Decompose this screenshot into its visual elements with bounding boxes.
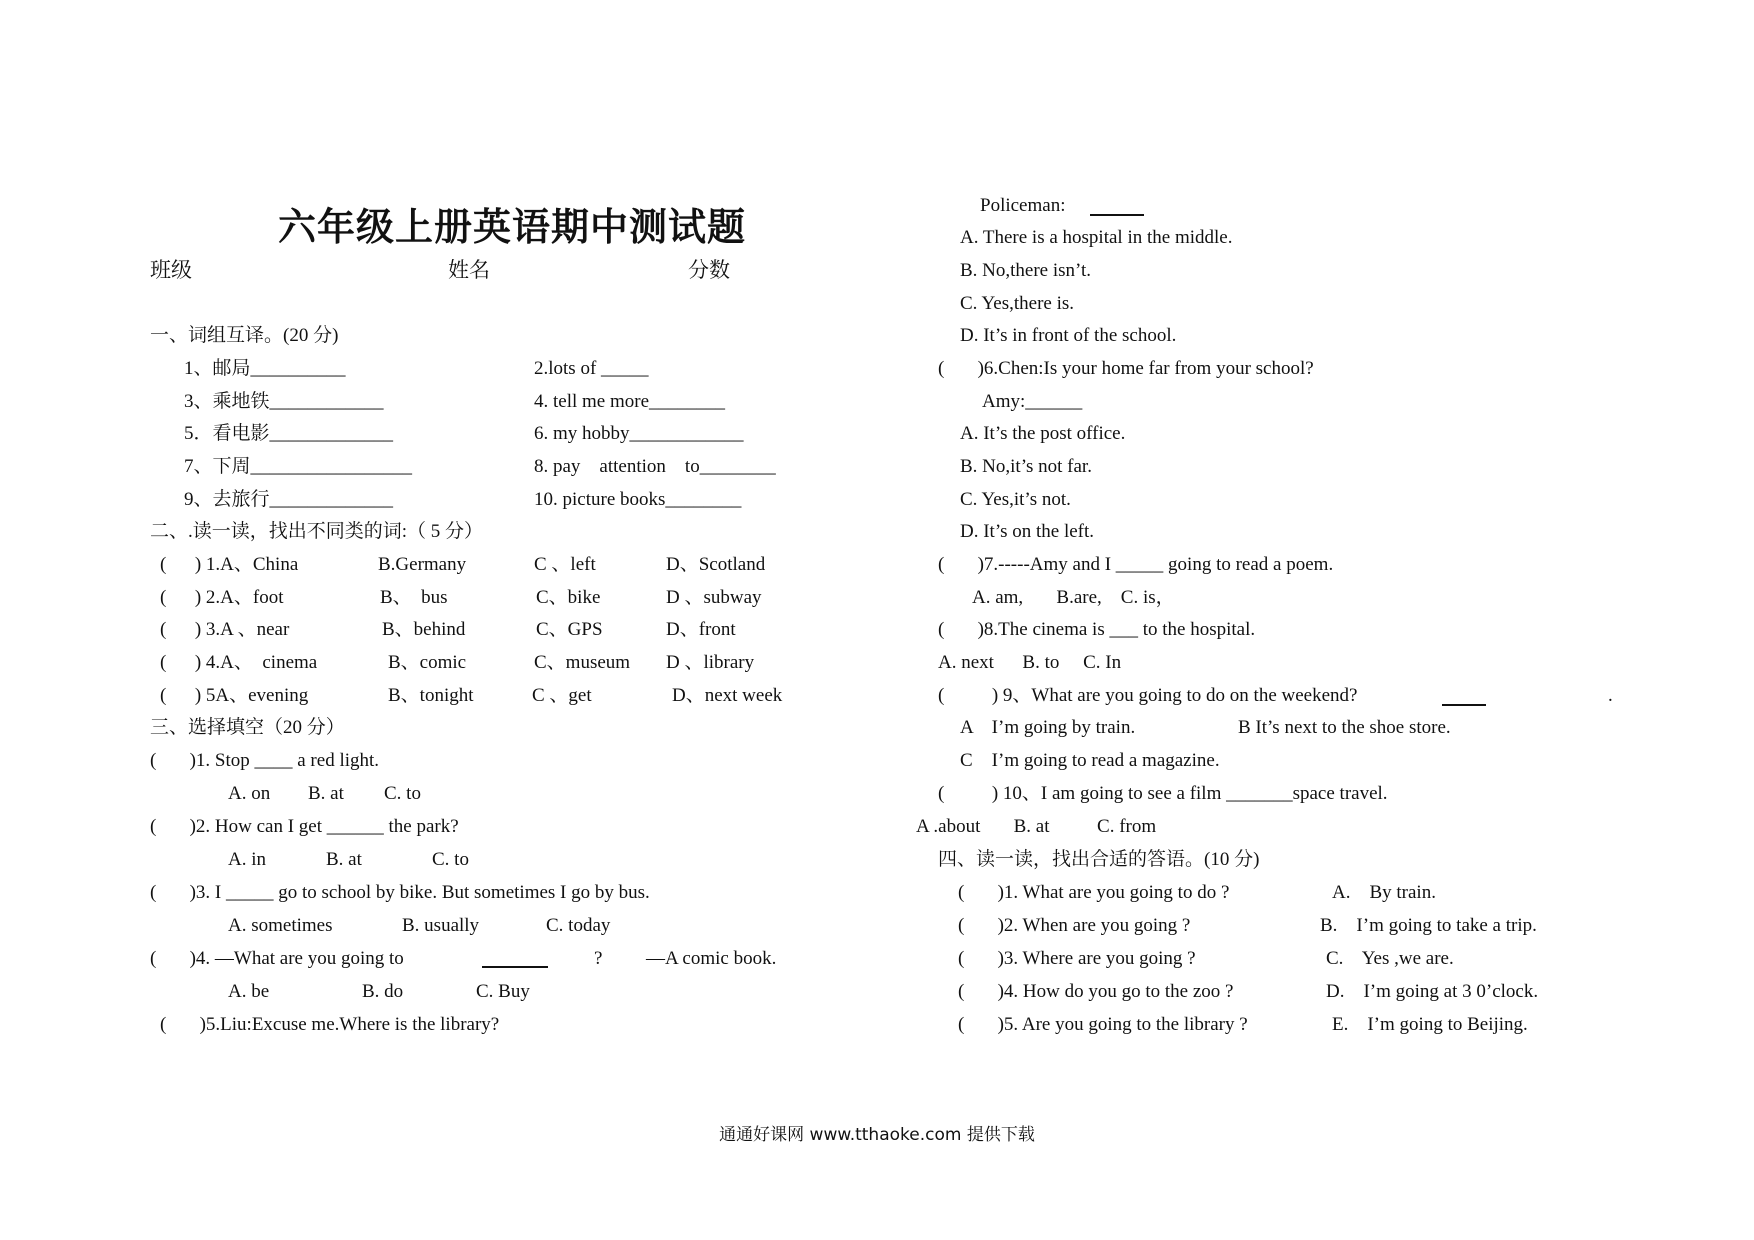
s3-q5-option: B. No,there isn’t.	[960, 260, 1092, 281]
s3-q6-option: D. It’s on the left.	[960, 521, 1095, 542]
s2-question: ( ) 1.A、China	[160, 554, 299, 575]
s2-question: ( ) 2.A、foot	[160, 587, 284, 608]
s3-q3: ( )3. I _____ go to school by bike. But sometimes I go by bus.	[150, 882, 650, 903]
s2-option-d: D 、subway	[666, 587, 762, 608]
s4-question: ( )5. Are you going to the library ?	[958, 1014, 1248, 1035]
s3-q3-option: C. today	[546, 915, 611, 936]
s1-item-left: 7、下周_________________	[184, 456, 413, 477]
s3-q9: ( ) 9、What are you going to do on the weekend?	[938, 685, 1358, 706]
s3-q2-option: C. to	[432, 849, 469, 870]
s2-option-d: D、front	[666, 619, 736, 640]
s2-option-c: C 、left	[534, 554, 596, 575]
s2-option-d: D、next week	[672, 685, 783, 706]
s2-question: ( ) 5A、evening	[160, 685, 309, 706]
s2-option-c: C、museum	[534, 652, 631, 673]
s3-q6-option: A. It’s the post office.	[960, 423, 1126, 444]
s3-q4-mark: ?	[594, 948, 603, 969]
answer-blank	[1442, 704, 1486, 706]
s3-q4: ( )4. —What are you going to	[150, 948, 404, 969]
s2-option-c: C、GPS	[536, 619, 603, 640]
name-label: 姓名	[448, 258, 490, 282]
s1-item-right: 4. tell me more________	[534, 391, 726, 412]
s3-q5-option: A. There is a hospital in the middle.	[960, 227, 1233, 248]
s1-item-right: 10. picture books________	[534, 489, 742, 510]
s3-q6: ( )6.Chen:Is your home far from your school?	[938, 358, 1314, 379]
s3-q9-period: .	[1608, 685, 1613, 706]
s4-answer: D. I’m going at 3 0’clock.	[1326, 981, 1539, 1002]
s4-answer: E. I’m going to Beijing.	[1332, 1014, 1528, 1035]
s3-q5-policeman: Policeman:	[980, 195, 1066, 216]
s2-option-d: D 、library	[666, 652, 755, 673]
s3-q2-option: B. at	[326, 849, 362, 870]
section4-heading: 四、读一读，找出合适的答语。(10 分)	[938, 849, 1260, 870]
s2-option-c: C 、get	[532, 685, 592, 706]
score-label: 分数	[688, 258, 730, 282]
s3-q10-options: A .about B. at C. from	[916, 816, 1157, 837]
s3-q6-option: C. Yes,it’s not.	[960, 489, 1071, 510]
s4-question: ( )2. When are you going ?	[958, 915, 1191, 936]
s4-answer: A. By train.	[1332, 882, 1436, 903]
s3-q6-amy: Amy:______	[982, 391, 1083, 412]
s1-item-left: 1、邮局__________	[184, 358, 346, 379]
s1-item-right: 2.lots of _____	[534, 358, 649, 379]
s3-q8-options: A. next B. to C. In	[938, 652, 1122, 673]
s4-question: ( )3. Where are you going ?	[958, 948, 1196, 969]
answer-blank	[482, 966, 548, 968]
s3-q5-option: D. It’s in front of the school.	[960, 325, 1177, 346]
s3-q1: ( )1. Stop ____ a red light.	[150, 750, 380, 771]
s3-q4-option: C. Buy	[476, 981, 530, 1002]
s2-option-b: B、behind	[382, 619, 466, 640]
s3-q2-option: A. in	[228, 849, 266, 870]
s3-q9-option: A I’m going by train.	[960, 717, 1136, 738]
s2-option-b: B、tonight	[388, 685, 474, 706]
s1-item-left: 5．看电影_____________	[184, 423, 394, 444]
section1-heading: 一、词组互译。(20 分)	[150, 325, 339, 346]
s2-option-c: C、bike	[536, 587, 601, 608]
s1-item-left: 3、乘地铁____________	[184, 391, 384, 412]
s2-option-d: D、Scotland	[666, 554, 766, 575]
s3-q5: ( )5.Liu:Excuse me.Where is the library?	[160, 1014, 500, 1035]
s3-q9-option: B It’s next to the shoe store.	[1238, 717, 1451, 738]
s4-question: ( )4. How do you go to the zoo ?	[958, 981, 1234, 1002]
section2-heading: 二、.读一读，找出不同类的词:（ 5 分）	[150, 521, 484, 542]
s4-answer: B. I’m going to take a trip.	[1320, 915, 1537, 936]
s4-answer: C. Yes ,we are.	[1326, 948, 1454, 969]
footer-credit: 通通好课网 www.tthaoke.com 提供下载	[719, 1125, 1035, 1145]
s3-q1-option: C. to	[384, 783, 421, 804]
s1-item-right: 8. pay attention to________	[534, 456, 776, 477]
s1-item-left: 9、去旅行_____________	[184, 489, 394, 510]
section3-heading: 三、选择填空（20 分）	[150, 717, 345, 738]
class-label: 班级	[150, 258, 192, 282]
answer-blank	[1090, 214, 1144, 216]
s3-q1-option: A. on	[228, 783, 271, 804]
s3-q2: ( )2. How can I get ______ the park?	[150, 816, 459, 837]
s3-q1-option: B. at	[308, 783, 344, 804]
s3-q7-options: A. am, B.are, C. is，	[972, 587, 1175, 608]
s3-q3-option: A. sometimes	[228, 915, 333, 936]
s3-q7: ( )7.-----Amy and I _____ going to read a poem.	[938, 554, 1334, 575]
page-title: 六年级上册英语期中测试题	[278, 204, 747, 249]
s2-question: ( ) 3.A 、near	[160, 619, 290, 640]
s2-option-b: B、 bus	[380, 587, 448, 608]
s4-question: ( )1. What are you going to do ?	[958, 882, 1230, 903]
s3-q9-option: C I’m going to read a magazine.	[960, 750, 1220, 771]
s3-q4-answer: —A comic book.	[646, 948, 777, 969]
s3-q8: ( )8.The cinema is ___ to the hospital.	[938, 619, 1256, 640]
s2-question: ( ) 4.A、 cinema	[160, 652, 318, 673]
s3-q4-option: B. do	[362, 981, 404, 1002]
s3-q10: ( ) 10、I am going to see a film _______space travel.	[938, 783, 1388, 804]
s3-q3-option: B. usually	[402, 915, 480, 936]
s3-q6-option: B. No,it’s not far.	[960, 456, 1092, 477]
s1-item-right: 6. my hobby____________	[534, 423, 744, 444]
s2-option-b: B、comic	[388, 652, 467, 673]
s2-option-b: B.Germany	[378, 554, 467, 575]
s3-q4-option: A. be	[228, 981, 270, 1002]
s3-q5-option: C. Yes,there is.	[960, 293, 1075, 314]
